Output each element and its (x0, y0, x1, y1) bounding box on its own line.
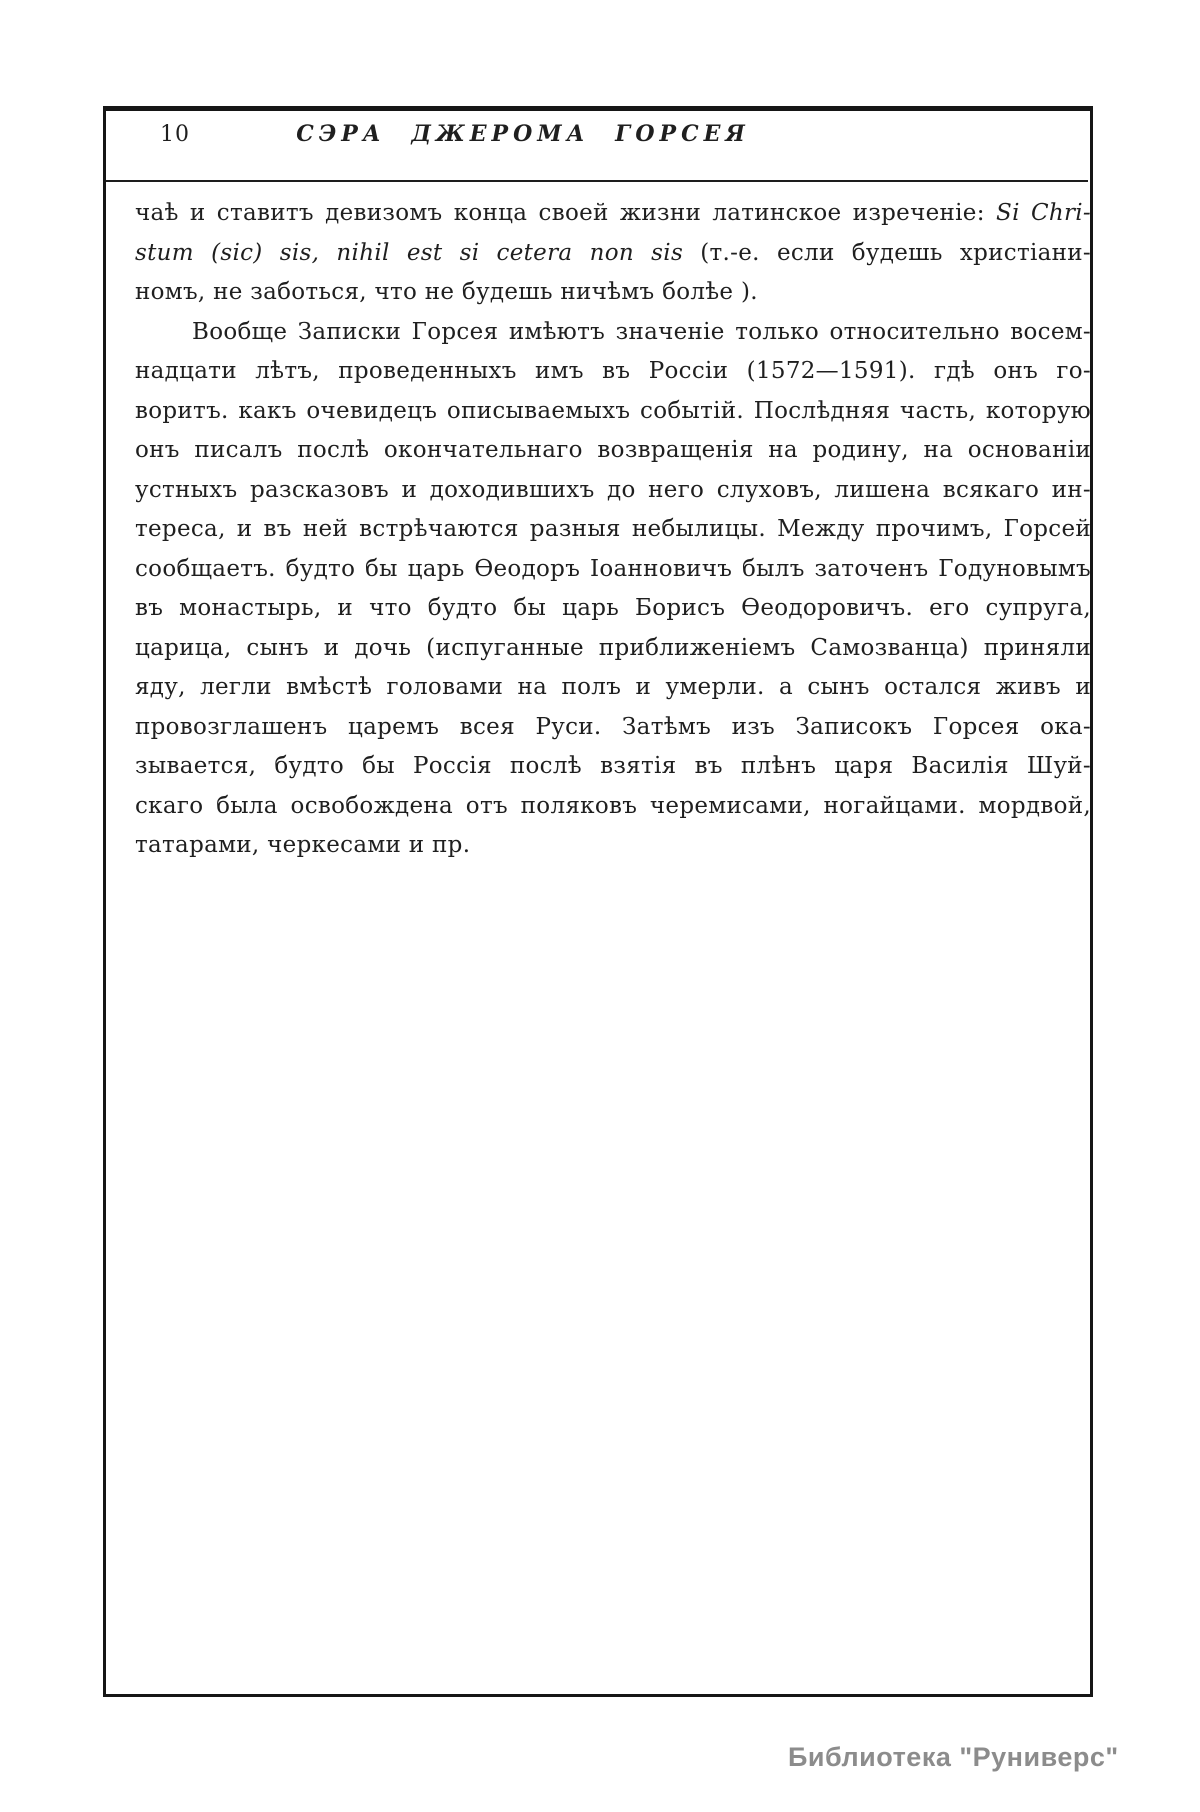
line-segment: номъ, не заботься, что не будешь ничѣмъ болѣе ). (135, 279, 758, 305)
line-segment: (т.-е. если будешь христіани- (700, 239, 1091, 266)
text-line-9 (135, 510, 1091, 550)
text-line-17 (135, 826, 1091, 866)
line-segment: тереса, и въ ней встрѣчаются разныя небылицы. Между прочимъ, Горсей (135, 516, 1091, 542)
line-segment: царица, сынъ и дочь (испуганные приближеніемъ Самозванца) приняли (135, 634, 1091, 661)
text-line-1 (135, 194, 1091, 234)
header-rule (106, 180, 1088, 182)
body-text (135, 194, 1091, 866)
text-line-8 (135, 471, 1091, 511)
library-watermark: Библиотека "Руниверс" (788, 1742, 1119, 1772)
text-line-7 (135, 431, 1091, 471)
text-line-16 (135, 787, 1091, 827)
line-segment: устныхъ разсказовъ и доходившихъ до него слуховъ, лишена всякаго ин- (135, 476, 1091, 503)
text-line-14 (135, 708, 1091, 748)
text-line-13 (135, 668, 1091, 708)
text-line-12 (135, 629, 1091, 669)
line-segment: провозглашенъ царемъ всея Руси. Затѣмъ изъ Записокъ Горсея ока- (135, 713, 1091, 740)
text-line-11 (135, 589, 1091, 629)
latin-quote-segment: Si Chri- (996, 200, 1092, 226)
line-segment: татарами, черкесами и пр. (135, 832, 471, 858)
text-line-15 (135, 747, 1091, 787)
line-segment: воритъ. какъ очевидецъ описываемыхъ событій. Послѣдняя часть, которую (135, 397, 1091, 424)
text-line-6 (135, 392, 1091, 432)
line-segment: яду, легли вмѣстѣ головами на полъ и умерли. а сынъ остался живъ и (135, 674, 1091, 700)
line-segment: сообщаетъ. будто бы царь Ѳеодоръ Іоанновичъ былъ заточенъ Годуновымъ (135, 555, 1091, 582)
line-segment: надцати лѣтъ, проведенныхъ имъ въ Россіи (1572—1591). гдѣ онъ го- (135, 358, 1091, 384)
line-segment: скаго была освобождена отъ поляковъ черемисами, ногайцами. мордвой, (135, 792, 1091, 819)
page-frame (103, 106, 1093, 1697)
latin-quote-segment: stum (sic) sis, nihil est si cetera non sis (135, 239, 701, 266)
line-segment: чаѣ и ставитъ девизомъ конца своей жизни латинское изреченіе: (135, 200, 997, 226)
text-line-3 (135, 273, 1091, 313)
text-line-2 (135, 234, 1091, 274)
line-segment: зывается, будто бы Россія послѣ взятія въ плѣнъ царя Василія Шуй- (135, 753, 1091, 779)
line-segment: въ монастырь, и что будто бы царь Борисъ Ѳеодоровичъ. его супруга, (135, 595, 1091, 621)
page-number: 10 (160, 122, 190, 147)
text-line-4 (135, 313, 1091, 353)
running-header: СЭРА ДЖЕРОМА ГОРСЕЯ (296, 121, 750, 147)
text-line-10 (135, 550, 1091, 590)
line-segment: Вообще Записки Горсея имѣютъ значеніе только относительно восем- (192, 318, 1091, 345)
text-line-5 (135, 352, 1091, 392)
line-segment: онъ писалъ послѣ окончательнаго возвращенія на родину, на основаніи (135, 437, 1091, 463)
